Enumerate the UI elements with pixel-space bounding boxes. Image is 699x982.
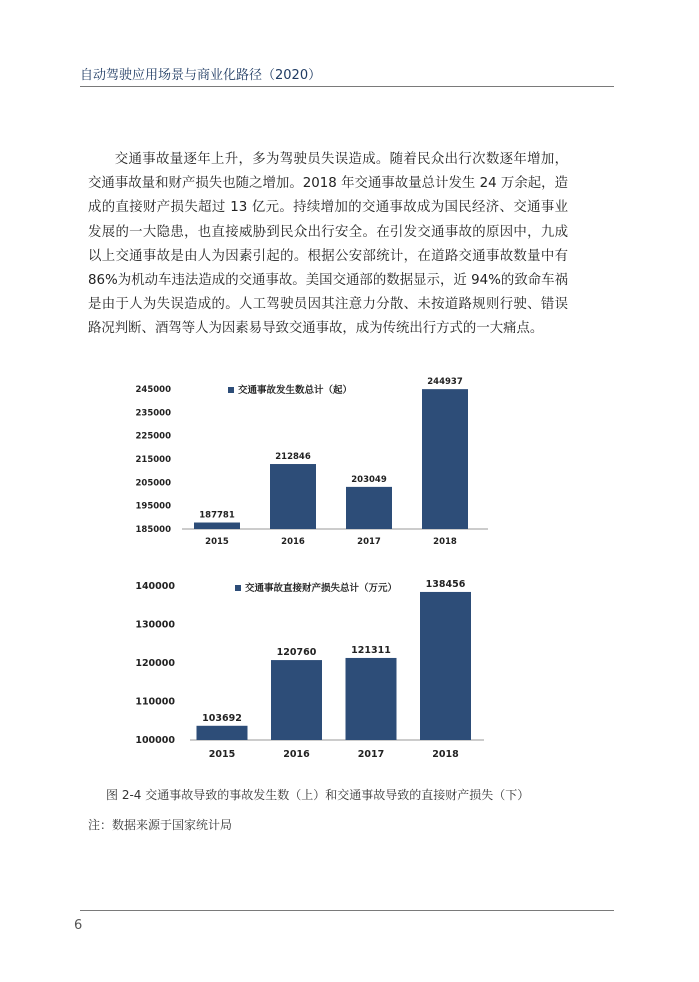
x-tick-label: 2016 — [281, 537, 305, 547]
y-tick-label: 225000 — [135, 431, 171, 442]
bar-2018 — [420, 592, 471, 740]
y-tick-label: 185000 — [135, 525, 171, 535]
y-tick-label: 215000 — [135, 455, 171, 465]
page-number: 6 — [74, 918, 83, 933]
data-label: 138456 — [425, 578, 466, 590]
x-tick-label: 2015 — [208, 749, 236, 760]
y-tick-label: 140000 — [135, 581, 175, 592]
y-tick-label: 195000 — [135, 501, 171, 512]
figure-caption: 图 2-4 交通事故导致的事故发生数（上）和交通事故导致的直接财产损失（下） — [106, 788, 530, 802]
data-label: 120760 — [276, 647, 317, 659]
y-tick-label: 235000 — [135, 408, 171, 419]
legend-label: 交通事故直接财产损失总计（万元） — [245, 583, 398, 594]
x-tick-label: 2018 — [433, 537, 457, 547]
data-label: 103692 — [202, 712, 242, 724]
bar-2016 — [271, 660, 322, 740]
footer-rule — [80, 910, 614, 911]
data-label: 212846 — [275, 452, 311, 463]
x-tick-label: 2015 — [205, 537, 229, 547]
data-label: 121311 — [351, 644, 391, 656]
data-label: 203049 — [351, 474, 387, 485]
x-tick-label: 2018 — [432, 749, 459, 760]
legend-swatch — [235, 585, 241, 591]
x-tick-label: 2017 — [357, 749, 385, 760]
y-tick-label: 110000 — [135, 696, 175, 708]
y-tick-label: 130000 — [135, 619, 175, 631]
y-tick-label: 205000 — [135, 478, 171, 489]
y-tick-label: 120000 — [135, 658, 175, 669]
bar-2015 — [197, 726, 248, 740]
header-title: 自动驾驶应用场景与商业化路径（2020） — [80, 68, 322, 83]
x-tick-label: 2017 — [357, 537, 381, 547]
x-tick-label: 2016 — [283, 749, 310, 760]
bar-2017 — [346, 658, 397, 740]
y-tick-label: 100000 — [135, 735, 175, 746]
data-label: 244937 — [427, 377, 463, 388]
y-tick-label: 245000 — [135, 385, 171, 395]
data-label: 187781 — [199, 510, 235, 521]
figure-note: 注：数据来源于国家统计局 — [88, 818, 233, 832]
legend-label: 交通事故发生数总计（起） — [238, 385, 353, 396]
body-paragraph: 交通事故量逐年上升，多为驾驶员失误造成。随着民众出行次数逐年增加，交通事故量和财产损失也随之增加。2018 年交通事故量总计发生 24 万余起，造成的直接财产损失超过 13 亿元。持续增加的交通事故成为国民经济、交通事业发展的一大隐患，也直接威胁到民众出行安全。在引发交通事故的原因中，九成以上交通事故是由人为因素引起的。根据公安部统计，在道路交通事故数量中有 86%为机动车违法造成的交通事故。美国交通部的数据显示，近 94%的致命车祸是由于人为失误造成的。人工驾驶员因其注意力分散、未按道路规则行驶、错误路况判断、酒驾等人为因素易导致交通事故，成为传统出行方式的一大痛点。 — [88, 152, 568, 337]
